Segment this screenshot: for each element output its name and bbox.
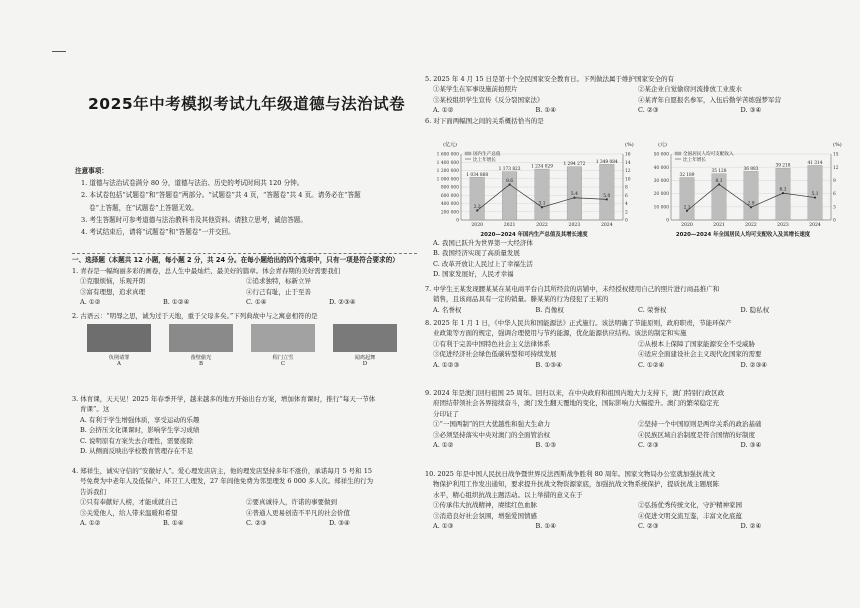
y-unit-label: (元) <box>658 142 667 148</box>
x-tick-label: 2023 <box>568 223 581 228</box>
y-tick-label: 800 000 <box>440 185 459 191</box>
choice: B. ①②④ <box>163 298 190 307</box>
choice: C. 荣誉权 <box>638 305 667 314</box>
question-stem: 3. 体育课，天天见！2025 年春季开学，越来越多的地方开始出台方案，增加体育课时，推行“每天一节体 <box>72 395 376 403</box>
image-letter: A <box>117 361 121 367</box>
y2-tick-label: 10 <box>625 177 631 183</box>
question-1 <box>72 266 412 308</box>
y-tick-label: 0 <box>666 218 669 224</box>
choice: A. ①③ <box>433 522 454 531</box>
growth-label: 3.1 <box>538 201 546 207</box>
question-stem: 5. 2025 年 4 月 15 日是第十个全民国家安全教育日。下列做法属于维护国家安全的有 <box>425 75 675 83</box>
right-column <box>425 0 845 608</box>
bar-value-label: 1 294 272 <box>563 162 586 168</box>
option: D. 国家发展好，人民才幸福 <box>433 270 514 279</box>
option-row <box>425 500 843 510</box>
illustration-fujingqingzui <box>87 324 151 352</box>
question-stem: 9. 2024 年是澳门回归祖国 25 周年。回归以来，在中央政府和祖国内地大力支持下，澳门特别行政区政 <box>425 389 725 397</box>
option-row <box>72 276 412 286</box>
question-stem-cont: 分印证了 <box>433 409 459 418</box>
choice: B. ①③ <box>535 441 557 450</box>
y-tick-label: 40 000 <box>653 165 669 171</box>
q2-images <box>87 324 397 366</box>
image-letter: D <box>362 361 368 367</box>
image-caption: 程门立雪 <box>272 355 294 361</box>
y2-tick-label: 8 <box>625 185 628 191</box>
question-stem: 10. 2025 年是中国人民抗日战争暨世界反法西斯战争胜利 80 周年。国家文物局办公室就加强抗战文 <box>425 470 716 478</box>
option: ④普通人更易创造不平凡的社会价值 <box>246 508 350 517</box>
section-heading: 一、选择题（本题共 12 小题，每小题 2 分，共 24 分。在每小题给出的四个选项中，只有一项是符合要求的） <box>72 256 399 264</box>
x-tick-label: 2021 <box>713 223 725 228</box>
legend-swatch-bar <box>465 152 471 155</box>
bar-value-label: 1 173 823 <box>498 167 521 173</box>
option: ③必须坚持落实中央对澳门的全面管治权 <box>433 430 550 439</box>
question-5 <box>425 74 843 126</box>
image-caption: 负荆请罪 <box>108 355 130 361</box>
choice: C. ②③ <box>638 441 659 450</box>
gdp-chart-svg <box>431 138 637 230</box>
choice: B. ①④ <box>163 519 184 528</box>
y-tick-label: 50 000 <box>653 152 669 158</box>
y-tick-label: 1 000 000 <box>436 177 459 183</box>
option: ①只有奉献好人榜，才能成就自己 <box>80 498 178 507</box>
question-stem: 2. 古语云：“明辱之思，诚为过于天地，重于父母多矣。”下列典故中与之寓意相符的是 <box>72 312 318 320</box>
question-stem: 6. 对下面两幅图之间的关系概括恰当的是 <box>425 116 544 125</box>
y-tick-label: 30 000 <box>653 179 669 184</box>
growth-label: 2.1 <box>683 205 691 211</box>
option: ④行己有耻，止于至善 <box>246 287 311 296</box>
question-10 <box>425 469 843 531</box>
option: A. 有利于学生增强体质，享受运动的乐趣 <box>80 415 200 424</box>
bar-value-label: 1 349 084 <box>595 159 618 165</box>
option: B. 会挤压文化课课时，影响学生学习成绩 <box>80 426 200 435</box>
y2-unit-label: (%) <box>833 142 842 148</box>
y2-tick-label: 6 <box>833 192 836 198</box>
growth-label: 2.3 <box>473 205 481 211</box>
bar <box>680 178 694 220</box>
option: ①有利于完善中国特色社会主义法律体系 <box>433 339 550 348</box>
bar <box>535 169 550 220</box>
choice-row <box>425 440 843 450</box>
y-tick-label: 600 000 <box>440 193 459 199</box>
chart-caption: 2020—2024 年全国居民人均可支配收入及其增长速度 <box>675 232 811 238</box>
y-tick-label: 0 <box>456 218 459 224</box>
y2-tick-label: 0 <box>833 218 836 224</box>
note-item: 2. 本试卷包括“试题卷”和“答题卷”两部分。“试题卷”共 4 页，“答题卷”共 4 页。请务必在“答题 <box>81 191 361 200</box>
option-row <box>72 287 412 297</box>
legend-label: 比上年增长 <box>683 158 706 163</box>
illustration-chengmenlixue <box>251 324 315 352</box>
option: ④适应全面建设社会主义现代化国家的需要 <box>638 350 762 359</box>
option: ①克服烦恼，乐观开朗 <box>80 277 145 286</box>
option: ④某青年自愿报名参军，入伍后勤学苦练强梦军营 <box>638 95 781 104</box>
question-stem: 1. 青春是一幅绚丽多彩的画卷，总人生中最灿烂、最美好的篇章。体会青春期的美好需要我们 <box>72 267 341 275</box>
illustration-zaobitouguang <box>169 324 233 352</box>
option-row <box>72 497 412 507</box>
notes-block <box>75 165 405 238</box>
question-stem-cont: 告诉我们 <box>80 487 106 496</box>
y2-tick-label: 15 <box>833 152 839 158</box>
option: ①某学生在军事设施前拍照片 <box>433 85 518 94</box>
x-tick-label: 2022 <box>745 223 757 228</box>
option: ③关爱他人，给人带来温暖和希望 <box>80 508 178 517</box>
image-option <box>251 324 315 366</box>
question-2 <box>72 311 412 321</box>
choice: C. ②③ <box>246 519 267 528</box>
gdp-chart <box>431 138 637 238</box>
image-option <box>169 324 233 366</box>
option-row <box>425 339 843 349</box>
choice: A. ①② <box>433 106 454 115</box>
y2-tick-label: 6 <box>625 193 628 199</box>
growth-label: 8.1 <box>715 178 723 184</box>
image-option <box>333 324 397 366</box>
question-4 <box>72 466 412 528</box>
choice: D. 隐私权 <box>740 305 770 314</box>
choice: B. ①④ <box>535 106 557 115</box>
question-stem: 8. 2025 年 1 月 1 日，《中华人民共和国能源法》正式施行。该法明确了节能原则，政府职责，节能环保产 <box>425 319 732 327</box>
image-letter: B <box>198 361 204 367</box>
option: ③富有理想，追求真理 <box>80 287 145 296</box>
bar <box>470 177 485 220</box>
choice-row <box>72 297 412 307</box>
y-tick-label: 400 000 <box>440 202 459 208</box>
growth-label: 5.4 <box>570 192 578 198</box>
note-item: 3. 考生答题时可参考道德与法治教科书及其他资料。请独立思考，诚信答题。 <box>81 215 307 224</box>
option-row <box>425 84 843 94</box>
chart-caption: 2020—2024 年国内生产总值及其增长速度 <box>480 232 588 238</box>
y2-tick-label: 9 <box>833 179 836 184</box>
choice-row <box>72 518 412 528</box>
question-stem: 7. 中学生王某发现腰某某在某电商平台自其所经营的店铺中，未经授权使用自己的照片进行商品推广和 <box>425 285 720 293</box>
growth-label: 8.6 <box>506 179 514 185</box>
option: ②要真诚待人，许诺的事要做到 <box>246 498 337 507</box>
choice: D. ③④ <box>740 441 762 450</box>
option: D. 从侧面反映出学校教育管理存在不足 <box>80 447 194 456</box>
option: ③消造良好社会氛围，增强爱国情感 <box>433 511 537 520</box>
notes-heading: 注意事项： <box>75 167 108 175</box>
option-row <box>425 430 843 440</box>
option: ②追求独特，标新立异 <box>246 277 311 286</box>
y-tick-label: 10 000 <box>653 205 669 211</box>
bar-value-label: 1 234 029 <box>531 164 553 170</box>
x-tick-label: 2023 <box>777 223 789 228</box>
x-tick-label: 2024 <box>809 223 821 228</box>
choice: D. ②④ <box>740 522 762 531</box>
choice: D. ③④ <box>740 106 762 115</box>
option: A. 我国已跃升为世界第一大经济体 <box>433 239 533 247</box>
option: ②坚持一个中国原则是两岸关系的政治基础 <box>638 420 762 429</box>
y2-tick-label: 2 <box>625 210 628 216</box>
y-tick-label: 1 600 000 <box>436 152 459 158</box>
option-row <box>425 95 843 105</box>
choice-row <box>425 105 843 115</box>
bar-value-label: 39 218 <box>775 163 791 169</box>
image-caption: 凿壁偷光 <box>190 355 212 361</box>
question-6-options <box>433 238 843 280</box>
question-9 <box>425 388 843 450</box>
choice: C. ②③ <box>638 522 659 531</box>
legend-swatch-bar <box>675 152 681 155</box>
note-item: 卷”上答题，在“试题卷”上答题无效。 <box>89 203 199 212</box>
option: ②从根本上保障了国家能源安全不受威胁 <box>638 339 755 348</box>
y2-tick-label: 16 <box>625 152 631 158</box>
growth-label: 2.9 <box>747 201 755 207</box>
x-tick-label: 2024 <box>600 223 613 228</box>
choice: B. ①③④ <box>535 360 562 369</box>
x-tick-label: 2020 <box>681 223 693 228</box>
bar-value-label: 36 883 <box>743 166 759 172</box>
x-tick-label: 2020 <box>471 223 484 228</box>
y-tick-label: 1 400 000 <box>436 160 459 166</box>
choice: C. ②③ <box>638 106 659 115</box>
income-chart-svg <box>641 138 845 230</box>
choice: B. 肖像权 <box>535 305 564 314</box>
bar-value-label: 35 128 <box>711 169 727 175</box>
choice: A. ①②③ <box>433 360 460 369</box>
income-chart <box>641 138 845 238</box>
note-item: 1. 道德与法治试卷满分 80 分，道德与法治、历史的考试时间共 120 分钟。 <box>81 179 304 188</box>
option: ④民族区域自治制度是符合国情的好制度 <box>638 430 755 439</box>
choice: D. ③④ <box>329 519 350 528</box>
option-row <box>425 419 843 429</box>
legend-label: 比上年增长 <box>473 158 496 163</box>
bar-value-label: 1 034 868 <box>466 172 489 178</box>
bar <box>600 164 615 220</box>
y2-tick-label: 12 <box>625 169 631 175</box>
growth-label: 5.0 <box>603 193 611 199</box>
question-3 <box>72 394 412 456</box>
y2-tick-label: 12 <box>833 165 839 171</box>
option: B. 我国经济实现了高质量发展 <box>433 249 520 258</box>
y-tick-label: 20 000 <box>653 192 669 198</box>
question-8 <box>425 318 843 370</box>
option: ②弘扬优秀传统文化，守护精神家园 <box>638 501 742 510</box>
y2-tick-label: 0 <box>625 218 628 224</box>
legend-label: 全国居民人均可支配收入 <box>683 152 734 157</box>
question-stem-cont: 号免费为中老年人及低保户、环卫工人理发，27 年间他免费为邻里理发 6 000 多人次。郑祥生的行为 <box>80 477 374 486</box>
growth-label: 6.1 <box>779 187 787 193</box>
image-option <box>87 324 151 366</box>
choice: B. ①④ <box>535 522 557 531</box>
choice: C. ①②④ <box>638 360 665 369</box>
option: C. 改革开放让人民过上了幸福生活 <box>433 259 533 268</box>
question-stem-cont: 物保护利用工作发出通知，要求提升抗战文物资源家底，加强抗战文物系统保护，提质抗战主题展陈 <box>433 480 719 489</box>
choice: D. ②③④ <box>329 298 356 307</box>
option: ①“一国两制”的巨大优越性和强大生命力 <box>433 420 551 429</box>
choice-row <box>425 521 843 531</box>
choice: A. ①② <box>433 441 454 450</box>
option: C. 说明原有方案失去合理性，需要废除 <box>80 436 193 445</box>
growth-label: 5.1 <box>811 192 819 198</box>
option: ③促进经济社会绿色低碳转型和可持续发展 <box>433 350 557 359</box>
y2-tick-label: 4 <box>625 202 628 208</box>
option: ④促进文明交流互鉴，丰富文化底蕴 <box>638 511 742 520</box>
option-row <box>425 511 843 521</box>
left-column <box>60 0 405 608</box>
choice: A. 名誉权 <box>433 305 462 314</box>
bar <box>744 171 758 220</box>
y-tick-label: 1 200 000 <box>436 169 459 175</box>
question-stem-cont: 育课”。这 <box>80 405 110 414</box>
choice-row <box>425 305 843 315</box>
question-7 <box>425 284 843 315</box>
option-row <box>72 508 412 518</box>
option: ②某企业自觉偷窃河流排放工业废水 <box>638 85 742 94</box>
y2-unit-label: (%) <box>625 142 634 148</box>
y-unit-label: (亿元) <box>443 142 457 148</box>
question-stem-cont: 府团结带领社会各界接续奋斗，澳门发生翻天覆地的变化，国际影响力大幅提升。澳门的繁荣稳定充 <box>433 399 719 408</box>
illustration-wenjiqiwu <box>333 324 397 352</box>
bar-value-label: 41 314 <box>807 160 823 166</box>
question-stem-cont: 销售，且该商品具有一定的销量。滕某某的行为侵犯了王某的 <box>433 295 609 304</box>
choice: A. ①② <box>80 519 101 528</box>
option: ③某校组织学生宣传《反分裂国家法》 <box>433 95 544 104</box>
question-stem-cont: 水平，精心组织抗战主题活动。以上举措的意义在于 <box>433 490 583 499</box>
choice: A. ①② <box>80 298 101 307</box>
question-stem-cont: 业政策等方面的规定，强调合理使用与节约能源，优化能源供应结构。该法的制定和实施 <box>433 329 687 338</box>
x-tick-label: 2021 <box>503 223 516 228</box>
y2-tick-label: 3 <box>833 205 836 211</box>
choice-row <box>425 360 843 370</box>
question-stem: 4. 郑祥生，诚实守信的“安徽好人”。爱心理发店店主，他的理发店坚持多年不涨价，承诺每月 5 号和 15 <box>72 467 373 475</box>
y2-tick-label: 14 <box>625 160 631 166</box>
note-item: 4. 考试结束后，请将“试题卷”和“答题卷”一并交回。 <box>81 228 235 237</box>
choice: C. ①④ <box>246 298 267 307</box>
y-tick-label: 200 000 <box>440 210 459 216</box>
page-title: 2025年中考模拟考试九年级道德与法治试卷 <box>88 95 406 113</box>
option: ①传承伟大抗战精神，赓续红色血脉 <box>433 501 537 510</box>
bar-value-label: 32 189 <box>679 173 695 179</box>
choice: D. ②③④ <box>740 360 768 369</box>
legend-label: 国内生产总值 <box>473 152 501 157</box>
x-tick-label: 2022 <box>536 223 548 228</box>
image-caption: 闻鸡起舞 <box>354 355 376 361</box>
option-row <box>425 349 843 359</box>
image-letter: C <box>280 361 286 367</box>
